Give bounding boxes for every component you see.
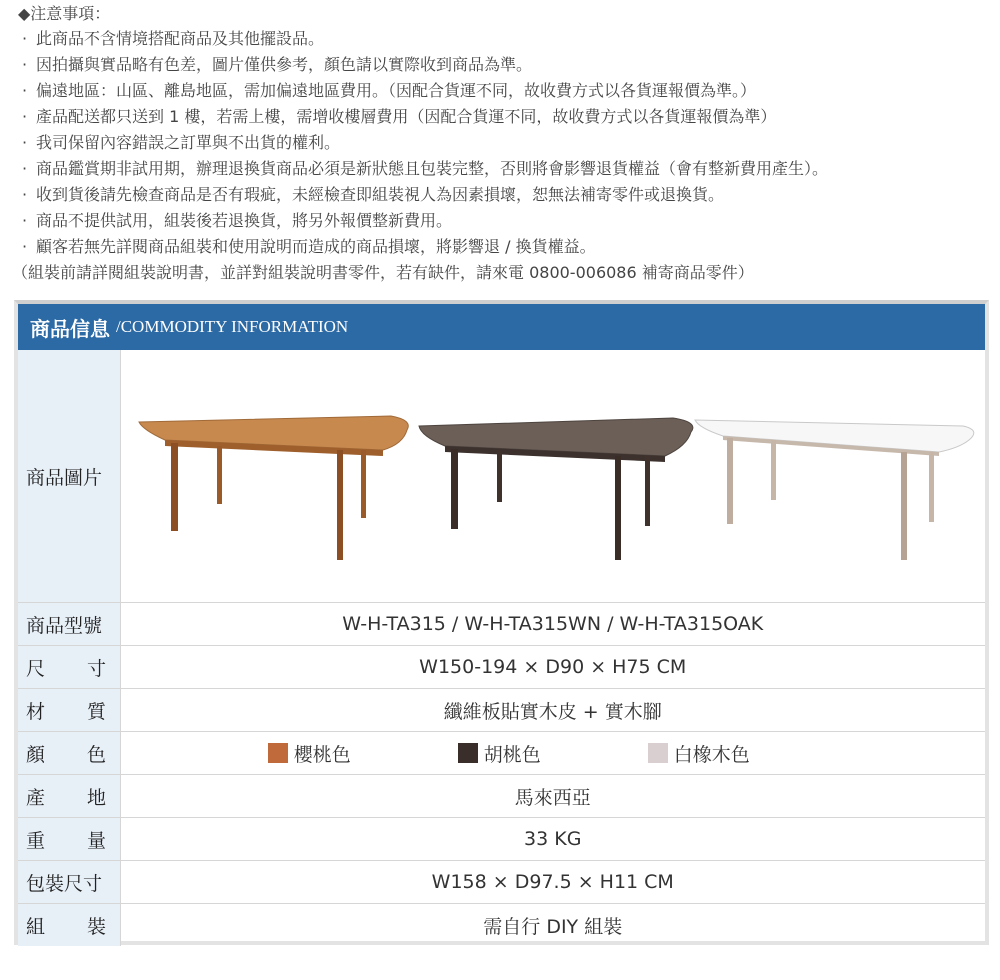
assembly-label: 組 裝 [18, 904, 120, 947]
model-label: 商品型號 [18, 603, 120, 646]
product-images [120, 350, 985, 603]
row-model [18, 603, 985, 646]
note-item: · 此商品不含情境搭配商品及其他擺設品。 [22, 29, 325, 48]
weight-value: 33 KG [120, 818, 985, 861]
note-item: · 商品鑑賞期非試用期，辦理退換貨商品必須是新狀態且包裝完整，否則將會影響退貨權益（會有整新費用產生）。 [22, 159, 829, 178]
image-row [18, 350, 985, 603]
color-label: 顏 色 [18, 732, 120, 775]
info-title-en: /COMMODITY INFORMATION [116, 317, 349, 336]
material-value: 纖維板貼實木皮 + 實木腳 [120, 689, 985, 732]
row-weight [18, 818, 985, 861]
note-item: · 商品不提供試用，組裝後若退換貨，將另外報價整新費用。 [22, 211, 453, 230]
color-option [458, 740, 648, 767]
color-option [648, 740, 838, 767]
origin-label: 產 地 [18, 775, 120, 818]
walnut-swatch [458, 743, 478, 763]
color-value [120, 732, 985, 775]
color-option [268, 740, 458, 767]
note-item: · 顧客若無先詳閱商品組裝和使用說明而造成的商品損壞，將影響退 / 換貨權益。 [22, 237, 596, 256]
weight-label: 重 量 [18, 818, 120, 861]
row-assembly [18, 904, 985, 947]
material-label: 材 質 [18, 689, 120, 732]
info-title-cn: 商品信息 [30, 316, 110, 341]
color-name: 櫻桃色 [293, 743, 351, 766]
notes-section [12, 2, 993, 286]
size-label: 尺 寸 [18, 646, 120, 689]
white-oak-table-image [695, 420, 974, 560]
white-oak-swatch [648, 743, 668, 763]
package-value: W158 × D97.5 × H11 CM [120, 861, 985, 904]
note-item: · 收到貨後請先檢查商品是否有瑕疵，未經檢查即組裝視人為因素損壞，恕無法補寄零件或退換貨。 [22, 185, 725, 204]
color-name: 胡桃色 [483, 743, 541, 766]
assembly-note: （組裝前請詳閱組裝說明書，並詳對組裝說明書零件，若有缺件，請來電 0800-006086 補寄商品零件） [12, 263, 754, 282]
spec-table [18, 350, 985, 946]
note-item: · 產品配送都只送到 1 樓，若需上樓，需增收樓層費用（因配合貨運不同，故收費方式以各貨運報價為準） [22, 107, 777, 126]
model-value: W-H-TA315 / W-H-TA315WN / W-H-TA315OAK [120, 603, 985, 646]
row-package [18, 861, 985, 904]
note-item: · 我司保留內容錯誤之訂單與不出貨的權利。 [22, 133, 341, 152]
note-item: · 因拍攝與實品略有色差，圖片僅供參考，顏色請以實際收到商品為準。 [22, 55, 533, 74]
origin-value: 馬來西亞 [120, 775, 985, 818]
size-value: W150-194 × D90 × H75 CM [120, 646, 985, 689]
image-label: 商品圖片 [18, 350, 120, 603]
row-material [18, 689, 985, 732]
row-origin [18, 775, 985, 818]
notes-title: ◆注意事項： [18, 4, 111, 23]
walnut-table-image [419, 418, 693, 560]
cherry-swatch [268, 743, 288, 763]
color-name: 白橡木色 [673, 743, 750, 766]
commodity-info-panel [14, 300, 989, 945]
row-color [18, 732, 985, 775]
package-label: 包裝尺寸 [18, 861, 120, 904]
table-illustrations [121, 350, 987, 602]
info-header [18, 304, 985, 350]
cherry-table-image [139, 416, 408, 560]
assembly-value: 需自行 DIY 組裝 [483, 915, 623, 938]
note-item: · 偏遠地區：山區、離島地區，需加偏遠地區費用。（因配合貨運不同，故收費方式以各貨運報價為準。） [22, 81, 757, 100]
row-size [18, 646, 985, 689]
